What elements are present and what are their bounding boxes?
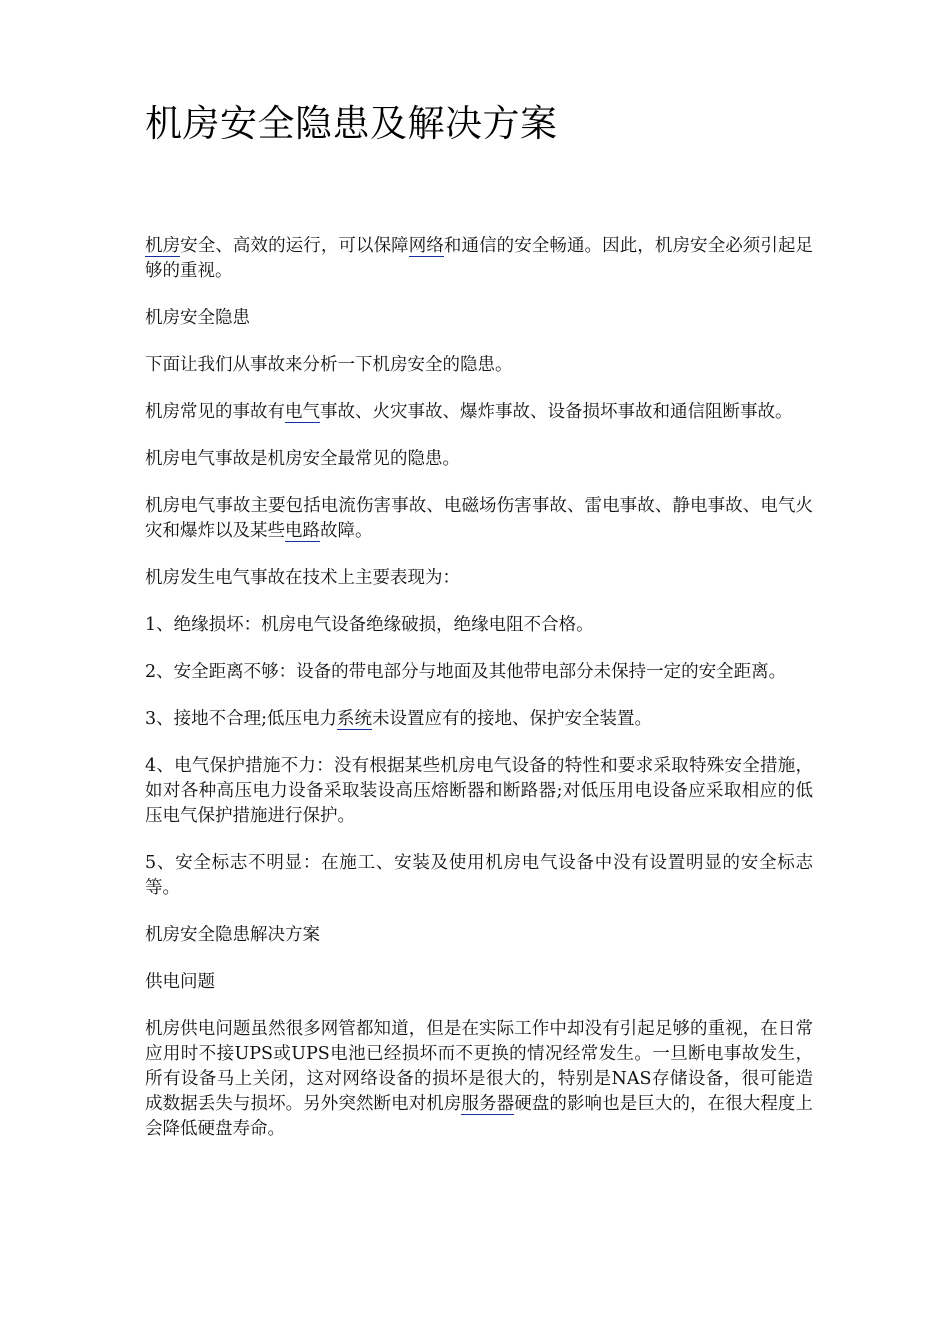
paragraph xyxy=(145,306,813,331)
link-jifang[interactable]: 机房 xyxy=(145,236,181,256)
paragraph-text: 硬盘的影响也是巨大的，在很大程度上会降低硬盘寿命。 xyxy=(145,1094,814,1139)
paragraph-text: 机房电气事故主要包括电流伤害事故、电磁场伤害事故、雷电事故、静电事故、电气火灾和爆炸以及某些 xyxy=(145,496,813,541)
paragraph xyxy=(145,613,813,638)
document-page xyxy=(145,0,813,1164)
paragraph xyxy=(145,1017,813,1142)
paragraph-text: 故障。 xyxy=(320,521,373,541)
link-dianqi[interactable]: 电气 xyxy=(285,402,320,422)
paragraph-text: 未设置应有的接地、保护安全装置。 xyxy=(372,709,653,729)
paragraph-text: 机房常见的事故有 xyxy=(145,402,285,422)
link-dianlu[interactable]: 电路 xyxy=(285,521,320,541)
paragraph xyxy=(145,566,813,591)
paragraph-text: 机房安全隐患解决方案 xyxy=(145,925,320,945)
paragraph xyxy=(145,970,813,995)
paragraph xyxy=(145,353,813,378)
paragraph xyxy=(145,447,813,472)
document-title: 机房安全隐患及解决方案 xyxy=(145,102,558,145)
paragraph-text: 供电问题 xyxy=(145,972,215,992)
paragraph xyxy=(145,851,813,901)
paragraph-text: 2、安全距离不够：设备的带电部分与地面及其他带电部分未保持一定的安全距离。 xyxy=(145,662,787,682)
paragraph-text: 1、绝缘损坏：机房电气设备绝缘破损，绝缘电阻不合格。 xyxy=(145,615,594,635)
paragraph xyxy=(145,234,813,284)
paragraph-text: 机房发生电气事故在技术上主要表现为： xyxy=(145,568,460,588)
paragraph xyxy=(145,707,813,732)
paragraph-text: 安全、高效的运行，可以保障 xyxy=(180,236,409,256)
paragraph-text: 和通信的安全畅通。因此，机房安全必须引起足够的重视。 xyxy=(145,236,814,281)
paragraph xyxy=(145,494,813,544)
paragraph xyxy=(145,660,813,685)
paragraph-text: 机房安全隐患 xyxy=(145,308,250,328)
paragraph-text: 下面让我们从事故来分析一下机房安全的隐患。 xyxy=(145,355,513,375)
link-wangluo[interactable]: 网络 xyxy=(408,236,444,256)
paragraph xyxy=(145,923,813,948)
paragraph-text: 事故、火灾事故、爆炸事故、设备损坏事故和通信阻断事故。 xyxy=(320,402,793,422)
paragraph xyxy=(145,754,813,829)
paragraph-text: 4、电气保护措施不力：没有根据某些机房电气设备的特性和要求采取特殊安全措施，如对各种高压电力设备采取装设高压熔断器和断路器;对低压用电设备应采取相应的低压电气保护措施进行保护。 xyxy=(145,756,813,826)
paragraph-text: 3、接地不合理;低压电力 xyxy=(145,709,338,729)
paragraph-text: 机房供电问题虽然很多网管都知道，但是在实际工作中却没有引起足够的重视，在日常应用时不接UPS或UPS电池已经损坏而不更换的情况经常发生。一旦断电事故发生，所有设备马上关闭，这对网络设备的损坏是很大的，特别是NAS存储设备，很可能造成数据丢失与损坏。另外突然断电对机房 xyxy=(145,1019,813,1114)
link-fuwuqi[interactable]: 服务器 xyxy=(461,1094,515,1114)
paragraph-text: 机房电气事故是机房安全最常见的隐患。 xyxy=(145,449,460,469)
document-body xyxy=(145,234,813,1142)
paragraph-text: 5、安全标志不明显：在施工、安装及使用机房电气设备中没有设置明显的安全标志等。 xyxy=(145,853,813,898)
link-xitong[interactable]: 系统 xyxy=(337,709,373,729)
paragraph xyxy=(145,400,813,425)
